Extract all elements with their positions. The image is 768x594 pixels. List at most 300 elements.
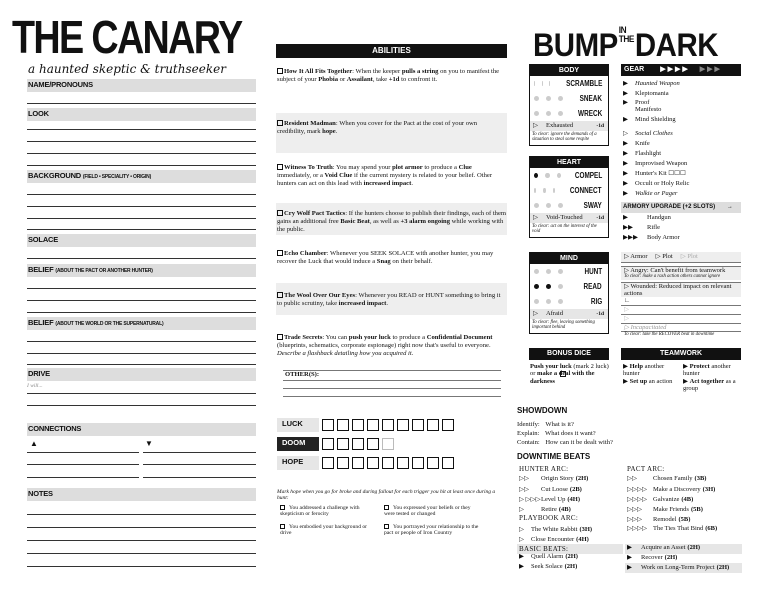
teamwork-help: ▶ Help another hunter xyxy=(623,363,665,378)
gear-item[interactable] xyxy=(623,90,669,97)
beat-cost: (2H) xyxy=(687,544,701,551)
track-box[interactable] xyxy=(352,438,364,450)
wounded-text: Reduced impact on relevant actions xyxy=(624,282,732,297)
action-dot[interactable] xyxy=(545,173,549,178)
gear-item[interactable] xyxy=(623,140,650,147)
armory-label: Handgun xyxy=(647,214,671,221)
stat-heading: MIND xyxy=(530,253,608,264)
track-box[interactable] xyxy=(367,457,379,469)
downtime-beat[interactable] xyxy=(627,544,700,551)
action-dot[interactable] xyxy=(546,203,551,208)
teamwork-setup: ▶ Set up an action xyxy=(623,378,673,385)
basic-beats-label: BASIC BEATS: xyxy=(519,545,569,553)
beat-label: Chosen Family xyxy=(653,475,693,482)
move-text: : Whenever you READ or HUNT something to bring it to public scrutiny, take increased impact. xyxy=(277,292,501,307)
armory-item[interactable] xyxy=(623,234,680,241)
belief-world-field[interactable] xyxy=(27,353,256,354)
downtime-beat[interactable] xyxy=(627,564,729,571)
trigger-background[interactable]: You embodied your background or drive xyxy=(280,524,368,537)
look-field-label: LOOK xyxy=(27,108,256,121)
move-name: Echo Chamber xyxy=(284,250,327,257)
beat-label: Work on Long-Term Project xyxy=(641,564,715,571)
drive-field[interactable] xyxy=(27,405,256,406)
gear-label: Knife xyxy=(635,140,650,147)
beat-label: Make a Discovery xyxy=(653,486,701,493)
playbook-arc-label: PLAYBOOK ARC: xyxy=(519,514,579,522)
name-field[interactable] xyxy=(27,103,256,104)
drive-field[interactable] xyxy=(27,393,256,394)
stat-heading: HEART xyxy=(530,157,608,168)
connection-field[interactable] xyxy=(143,464,256,465)
action-dot[interactable] xyxy=(534,299,539,304)
downtime-beat[interactable] xyxy=(519,553,578,560)
downtime-beat[interactable] xyxy=(519,563,577,570)
action-dot[interactable] xyxy=(549,81,550,86)
gear-load-icon: ▶ xyxy=(623,214,628,221)
gear-label: Mind Shielding xyxy=(635,116,676,123)
connection-down-icon: ▼ xyxy=(145,439,153,448)
playbook-subtitle: a haunted skeptic & truthseeker xyxy=(28,62,226,76)
condition-penalty: -1d xyxy=(596,123,604,129)
action-name: RIG xyxy=(590,296,602,306)
gear-label: Manifesto xyxy=(635,106,662,113)
action-name: SNEAK xyxy=(579,93,602,103)
beat-arrow-icon: ▶ xyxy=(519,563,524,570)
action-dot[interactable] xyxy=(534,96,539,101)
beat-arrow-icon: ▷ xyxy=(519,536,524,543)
action-row[interactable] xyxy=(530,91,608,106)
action-row[interactable] xyxy=(530,279,608,294)
move-text: : You can push your luck to produce a Confidential Document (blueprints, schematics, corporate espionage) right now that's useful to everyone. Describe a flashback detailing how you acquired it. xyxy=(277,334,493,357)
gear-load-arrows: ▶▶▶▶ xyxy=(660,66,690,73)
ability-move[interactable] xyxy=(277,250,507,266)
beat-cost: (3B) xyxy=(694,475,707,482)
other-moves-line[interactable] xyxy=(283,396,501,397)
beat-arrow-icon: ▷▷▷ xyxy=(627,506,642,513)
wounded-checkbox[interactable]: ▷ xyxy=(624,282,629,290)
track-box[interactable] xyxy=(382,419,394,431)
name-field-label: NAME/PRONOUNS xyxy=(27,79,256,92)
beat-cost: (6B) xyxy=(705,525,718,532)
downtime-beat[interactable] xyxy=(627,554,677,561)
gear-load-icon: ▶▶ xyxy=(623,224,633,231)
trigger-pact[interactable]: You portrayed your relationship to the pact or people of Iron Country xyxy=(384,524,479,537)
action-row[interactable] xyxy=(530,168,608,183)
action-dot[interactable] xyxy=(534,188,536,193)
gear-load-icon: ▶ xyxy=(623,170,628,177)
move-text: : Whenever you SEEK SOLACE with another hunter, you may recover the Luck that would induce a Snag on their behalf. xyxy=(277,250,494,265)
beat-arrow-icon: ▷ xyxy=(519,526,524,533)
background-field[interactable] xyxy=(27,218,256,219)
action-dot[interactable] xyxy=(546,96,551,101)
trigger-beliefs[interactable]: You expressed your beliefs or they were tested or changed xyxy=(384,505,471,518)
showdown-contain: Contain: How can it be dealt with? xyxy=(517,439,613,446)
beat-label: The White Rabbit xyxy=(531,526,578,533)
action-name: HUNT xyxy=(584,266,602,276)
track-box[interactable] xyxy=(337,438,349,450)
gear-load-icon: ▶ xyxy=(623,99,628,106)
gear-item[interactable] xyxy=(623,150,661,157)
downtime-beat[interactable] xyxy=(519,475,588,482)
track-box[interactable] xyxy=(337,457,349,469)
drive-hint: I will... xyxy=(27,383,43,389)
gear-label: Kleptomania xyxy=(635,90,669,97)
beat-cost: (5B) xyxy=(690,506,703,513)
downtime-beat[interactable] xyxy=(627,525,717,532)
gear-label: Social Clothes xyxy=(635,130,673,137)
background-field[interactable] xyxy=(27,229,256,230)
harm-track xyxy=(621,252,741,338)
move-checkbox[interactable] xyxy=(277,334,283,340)
condition-clear-note: To clear: act on the interest of the void xyxy=(532,224,597,235)
playbook-title: THE CANARY xyxy=(12,11,242,63)
wound-line[interactable]: ∟ xyxy=(621,297,741,306)
action-dot[interactable] xyxy=(558,96,563,101)
armory-item[interactable] xyxy=(623,224,660,231)
condition-checkbox[interactable]: ▷ xyxy=(533,214,538,221)
track-box[interactable] xyxy=(397,457,409,469)
plot-toggle-extra[interactable]: ▷ Plot xyxy=(680,253,698,261)
arrow-right-icon: → xyxy=(726,204,733,210)
wound-line[interactable]: ▷ xyxy=(621,315,741,324)
downtime-beat[interactable] xyxy=(519,526,592,533)
move-name: Resident Madman xyxy=(284,120,336,127)
track-box[interactable] xyxy=(352,419,364,431)
notes-field[interactable] xyxy=(27,553,256,554)
beat-cost: (4H) xyxy=(567,496,581,503)
beat-label: Recover xyxy=(641,554,663,561)
angry-checkbox[interactable]: ▷ xyxy=(624,267,629,274)
ability-move[interactable] xyxy=(277,210,507,234)
beat-arrow-icon: ▶ xyxy=(519,553,524,560)
background-field-label: BACKGROUND (FIELD • SPECIALITY • ORIGIN) xyxy=(27,170,256,183)
look-field[interactable] xyxy=(27,129,256,130)
gear-load-icon: ▶ xyxy=(623,90,628,97)
beat-cost: (4H) xyxy=(576,536,589,543)
action-dot[interactable] xyxy=(558,111,563,116)
gear-heading: GEAR ▶▶▶▶ ▶▶▶ xyxy=(621,64,741,76)
ability-move[interactable] xyxy=(277,68,507,84)
action-dot[interactable] xyxy=(542,81,543,86)
move-name: Witness To Truth xyxy=(284,164,333,171)
hope-trigger-note: Mark hope when you go for broke and during fallout for each trigger you hit at least once during a hunt: xyxy=(277,489,496,502)
other-moves-line[interactable] xyxy=(283,388,501,389)
bonus-dice-text: Push your luck (mark 2 luck) or make a deal with the darkness xyxy=(530,363,609,385)
action-row[interactable] xyxy=(530,76,608,91)
move-checkbox[interactable] xyxy=(277,292,283,298)
action-name: SWAY xyxy=(583,200,602,210)
track-box[interactable] xyxy=(427,419,439,431)
gear-load-icon: ▶ xyxy=(623,180,628,187)
beat-arrow-icon: ▶ xyxy=(627,554,632,561)
move-name: Cry Wolf Pact Tactics xyxy=(284,210,346,217)
track-box[interactable] xyxy=(322,419,334,431)
doom-label: DOOM xyxy=(277,437,319,451)
armor-toggle[interactable]: ▷ Armor xyxy=(624,253,648,261)
track-box[interactable] xyxy=(382,457,394,469)
move-name: Trade Secrets xyxy=(284,334,323,341)
game-logo: BUMPIN THEDARK xyxy=(533,25,719,63)
look-field[interactable] xyxy=(27,153,256,154)
track-box[interactable] xyxy=(322,438,334,450)
action-dot[interactable] xyxy=(558,203,563,208)
gear-item[interactable] xyxy=(623,190,677,197)
gear-item[interactable] xyxy=(623,170,686,177)
gear-load-icon: ▶ xyxy=(623,190,628,197)
other-moves-line[interactable] xyxy=(283,370,501,371)
downtime-beat[interactable] xyxy=(627,516,690,523)
notes-field[interactable] xyxy=(27,527,256,528)
track-box[interactable] xyxy=(397,419,409,431)
beat-cost: (4B) xyxy=(558,506,571,513)
beat-cost: (4B) xyxy=(681,496,694,503)
beat-label: Make Friends xyxy=(653,506,689,513)
gear-load-icon: ▶ xyxy=(623,80,628,87)
move-checkbox[interactable] xyxy=(277,210,283,216)
downtime-beat[interactable] xyxy=(627,496,693,503)
stat-mind-box xyxy=(529,252,609,334)
incapacitated-checkbox[interactable]: ▷ xyxy=(624,323,629,331)
gear-item[interactable] xyxy=(623,180,689,187)
notes-field[interactable] xyxy=(27,514,256,515)
condition-row[interactable] xyxy=(530,309,608,319)
action-name: COMPEL xyxy=(574,170,602,180)
beat-arrow-icon: ▷▷▷▷ xyxy=(627,525,647,532)
beat-label: Acquire an Asset xyxy=(641,544,686,551)
track-box[interactable] xyxy=(322,457,334,469)
action-name: READ xyxy=(583,281,602,291)
stat-body-box xyxy=(529,64,609,146)
gear-load-icon: ▶ xyxy=(623,140,628,147)
belief-pact-field[interactable] xyxy=(27,300,256,301)
move-name: The Wool Over Our Eyes xyxy=(284,292,356,299)
ability-move[interactable] xyxy=(277,292,507,308)
condition-checkbox[interactable]: ▷ xyxy=(533,310,538,317)
beat-arrow-icon: ▷▷▷▷ xyxy=(627,486,647,493)
downtime-beat[interactable] xyxy=(519,506,571,513)
condition-row[interactable] xyxy=(530,213,608,223)
downtime-beat[interactable] xyxy=(627,475,706,482)
background-field[interactable] xyxy=(27,206,256,207)
condition-clear-note: To clear: flee, leaving something important behind xyxy=(532,320,595,331)
gear-load-icon: ▶ xyxy=(623,150,628,157)
belief-world-field[interactable] xyxy=(27,341,256,342)
gear-label: Occult or Holy Relic xyxy=(635,180,690,187)
gear-load-icon: ▷ xyxy=(623,130,628,137)
track-box[interactable] xyxy=(442,419,454,431)
beat-label: Level Up xyxy=(541,496,566,503)
armory-label: Rifle xyxy=(647,224,660,231)
gear-label: Hunter's Kit ☐☐☐ xyxy=(635,170,686,177)
beat-label: Seek Solace xyxy=(531,563,563,570)
action-dot[interactable] xyxy=(543,188,545,193)
armory-item[interactable] xyxy=(623,214,671,221)
action-row[interactable] xyxy=(530,106,608,121)
showdown-explain: Explain: What does it want? xyxy=(517,430,596,437)
downtime-beat[interactable] xyxy=(519,486,582,493)
belief-pact-field[interactable] xyxy=(27,288,256,289)
hunter-arc-label: HUNTER ARC: xyxy=(519,465,569,473)
beat-label: Cut Loose xyxy=(541,486,568,493)
move-checkbox[interactable] xyxy=(277,68,283,74)
beat-arrow-icon: ▶ xyxy=(627,544,632,551)
connections-label: CONNECTIONS xyxy=(27,423,256,436)
action-row[interactable] xyxy=(530,294,608,309)
beat-cost: (2H) xyxy=(564,563,578,570)
action-dot[interactable] xyxy=(558,299,563,304)
luck-track[interactable] xyxy=(322,419,454,431)
incapacitated-label: Incapacitated xyxy=(630,323,667,331)
connection-field[interactable] xyxy=(27,477,139,478)
move-checkbox[interactable] xyxy=(277,164,283,170)
beat-arrow-icon: ▷▷ xyxy=(627,475,637,482)
action-name: SCRAMBLE xyxy=(565,78,602,88)
solace-field[interactable] xyxy=(27,258,256,259)
drive-field-label: DRIVE xyxy=(27,368,256,381)
move-text: : You may spend your plot armor to produce a Clue immediately, or a Void Clue if the current mystery is related to your belief. Other hunters can act on this lead with increased impact. xyxy=(277,164,493,187)
beat-cost: (2H) xyxy=(716,564,730,571)
connection-up-icon: ▲ xyxy=(30,439,38,448)
track-box[interactable] xyxy=(412,419,424,431)
wounded-label: Wounded: xyxy=(630,282,658,290)
beat-label: Quell Alarm xyxy=(531,553,564,560)
belief-pact-label: BELIEF (ABOUT THE PACT OR ANOTHER HUNTER) xyxy=(27,264,256,277)
ability-move[interactable] xyxy=(277,164,507,188)
beat-label: The Ties That Bind xyxy=(653,525,704,532)
beat-label: Remodel xyxy=(653,516,677,523)
action-dot[interactable] xyxy=(558,269,563,274)
action-dot[interactable] xyxy=(534,269,539,274)
connection-field[interactable] xyxy=(143,452,256,453)
other-moves-line[interactable] xyxy=(283,380,501,381)
look-field[interactable] xyxy=(27,141,256,142)
hope-track[interactable] xyxy=(322,457,454,469)
notes-field[interactable] xyxy=(27,566,256,567)
teamwork-heading: TEAMWORK xyxy=(621,348,741,360)
gear-item[interactable] xyxy=(623,116,676,123)
track-box[interactable] xyxy=(427,457,439,469)
plot-toggle[interactable]: ▷ Plot xyxy=(655,253,673,261)
connection-field[interactable] xyxy=(143,477,256,478)
belief-pact-field[interactable] xyxy=(27,312,256,313)
action-dot[interactable] xyxy=(546,284,551,289)
angry-clear-note: To clear: make a rash action others cannot ignore xyxy=(621,274,741,280)
beat-cost: (5B) xyxy=(678,516,691,523)
stat-heading: BODY xyxy=(530,65,608,76)
beat-arrow-icon: ▷ ▷▷▷ xyxy=(519,496,541,503)
move-text: : When you cover for the Pact at the cost of your own credibility, mark hope. xyxy=(277,120,478,135)
beat-label: Retire xyxy=(541,506,557,513)
armory-upgrade-heading: ARMORY UPGRADE (+2 SLOTS) → xyxy=(621,202,741,213)
gear-item[interactable] xyxy=(623,80,680,87)
connection-field[interactable] xyxy=(27,452,139,453)
beat-cost: (3H) xyxy=(702,486,716,493)
condition-checkbox[interactable]: ▷ xyxy=(533,122,538,129)
downtime-beat[interactable] xyxy=(519,496,580,503)
ability-move[interactable] xyxy=(277,334,507,358)
beat-cost: (2H) xyxy=(664,554,678,561)
action-dot[interactable] xyxy=(553,188,555,193)
showdown-heading: SHOWDOWN xyxy=(517,406,568,415)
other-moves-label: OTHER(S): xyxy=(285,371,320,378)
gear-label: Haunted Weapon xyxy=(635,80,680,87)
track-box[interactable] xyxy=(412,457,424,469)
look-field[interactable] xyxy=(27,165,256,166)
track-box[interactable] xyxy=(367,419,379,431)
beat-cost: (2B) xyxy=(569,486,582,493)
track-box[interactable] xyxy=(442,457,454,469)
connection-field[interactable] xyxy=(27,464,139,465)
move-checkbox[interactable] xyxy=(277,120,283,126)
action-dot[interactable] xyxy=(546,299,551,304)
belief-world-field[interactable] xyxy=(27,364,256,365)
wound-line[interactable]: ▷ xyxy=(621,306,741,315)
beat-label: Close Encounter xyxy=(531,536,575,543)
action-row[interactable] xyxy=(530,183,608,198)
track-box[interactable] xyxy=(367,438,379,450)
doom-track[interactable] xyxy=(322,438,394,450)
track-box[interactable] xyxy=(352,457,364,469)
background-field[interactable] xyxy=(27,194,256,195)
move-checkbox[interactable] xyxy=(277,250,283,256)
action-dot[interactable] xyxy=(546,111,551,116)
downtime-beat[interactable] xyxy=(519,536,589,543)
beat-arrow-icon: ▷ xyxy=(519,506,524,513)
action-dot[interactable] xyxy=(534,203,539,208)
condition-row[interactable] xyxy=(530,121,608,131)
action-dot[interactable] xyxy=(534,173,538,178)
condition-name: Exhausted xyxy=(546,122,574,129)
gear-item[interactable] xyxy=(623,130,673,137)
beat-cost: (2H) xyxy=(565,553,578,560)
solace-field-label: SOLACE xyxy=(27,234,256,247)
downtime-beat[interactable] xyxy=(627,506,703,513)
armory-label: Body Armor xyxy=(647,234,680,241)
notes-label: NOTES xyxy=(27,488,256,501)
showdown-identify: Identify: What is it? xyxy=(517,421,574,428)
ability-move[interactable] xyxy=(277,120,507,136)
gear-item[interactable] xyxy=(623,160,687,167)
condition-name: Void-Touched xyxy=(546,214,583,221)
beat-cost: (2H) xyxy=(575,475,589,482)
beat-label: Galvanize xyxy=(653,496,680,503)
track-box[interactable] xyxy=(382,438,394,450)
teamwork-protect: ▶ Protect another hunter xyxy=(683,363,731,378)
beat-arrow-icon: ▶ xyxy=(627,564,632,571)
action-dot[interactable] xyxy=(534,81,535,86)
gear-load-icon: ▶ xyxy=(623,116,628,123)
action-dot[interactable] xyxy=(558,284,563,289)
action-dot[interactable] xyxy=(546,269,551,274)
gear-load-icon: ▶ xyxy=(623,160,628,167)
bonus-dice-heading: BONUS DICE xyxy=(529,348,609,360)
downtime-beat[interactable] xyxy=(627,486,715,493)
gear-label: Walkie or Pager xyxy=(635,190,678,197)
action-dot[interactable] xyxy=(534,284,539,289)
trigger-skepticism[interactable]: You addressed a challenge with skepticism or ferocity xyxy=(280,505,360,518)
beat-arrow-icon: ▷▷ xyxy=(519,486,529,493)
action-row[interactable] xyxy=(530,264,608,279)
gear-item[interactable] xyxy=(623,106,661,113)
beat-cost: (3H) xyxy=(579,526,593,533)
track-box[interactable] xyxy=(337,419,349,431)
action-dot[interactable] xyxy=(534,111,539,116)
action-dot[interactable] xyxy=(557,173,561,178)
notes-field[interactable] xyxy=(27,540,256,541)
gear-load-icon: ▶▶▶ xyxy=(623,234,638,241)
action-row[interactable] xyxy=(530,198,608,213)
beat-arrow-icon: ▷▷▷ xyxy=(627,516,642,523)
